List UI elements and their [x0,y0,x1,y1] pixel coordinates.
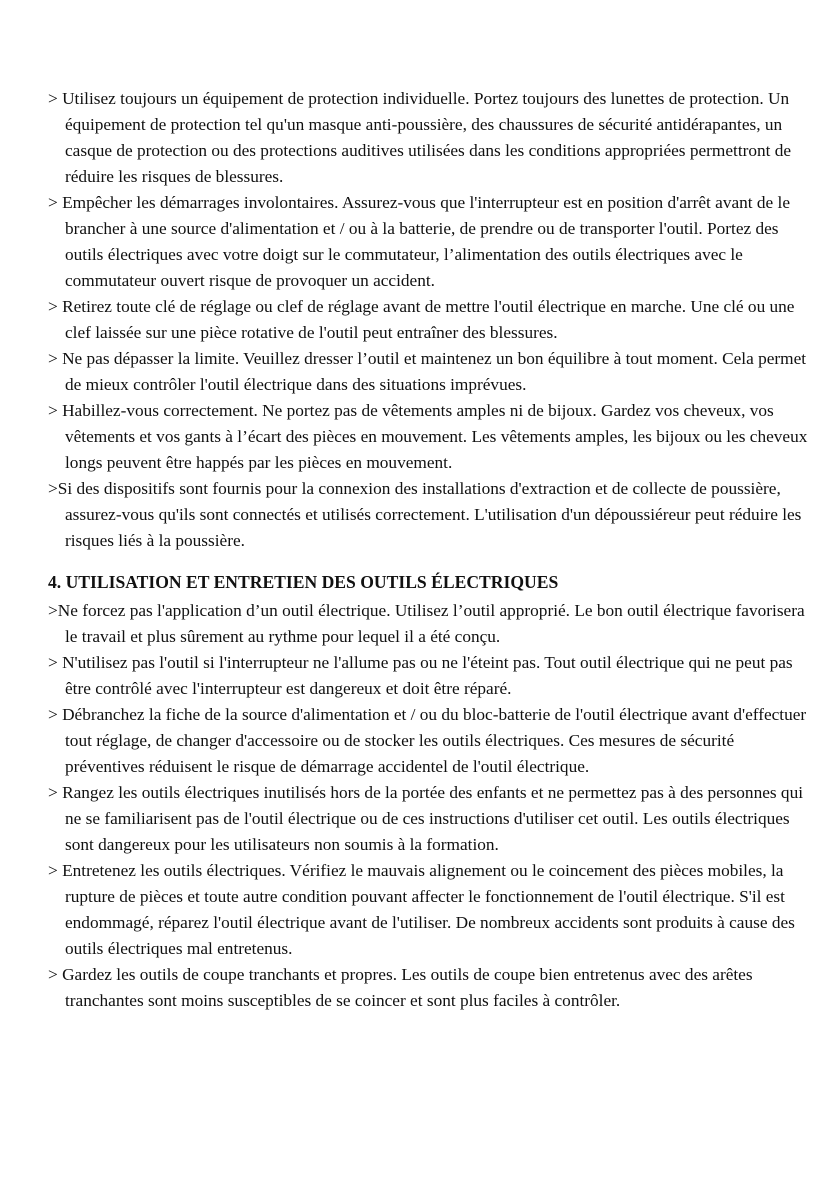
section-4-heading: 4. UTILISATION ET ENTRETIEN DES OUTILS ÉLECTRIQUES [48,572,559,592]
list-item: > Débranchez la fiche de la source d'alimentation et / ou du bloc-batterie de l'outil électrique avant d'effectuer tout réglage, de changer d'accessoire ou de stocker les outils électriques. Ces mesures de sécurité préventives réduisent le risque de démarrage accidentel de l'outil électrique. [48,705,807,776]
section-4-list [48,598,808,1014]
document-page [48,86,808,1014]
list-item: > Gardez les outils de coupe tranchants et propres. Les outils de coupe bien entretenus avec des arêtes tranchantes sont moins susceptibles de se coincer et sont plus faciles à contrôler. [48,965,753,1010]
list-item: > Retirez toute clé de réglage ou clef de réglage avant de mettre l'outil électrique en marche. Une clé ou une clef laissée sur une pièce rotative de l'outil peut entraîner des blessures. [48,297,795,342]
list-item: >Ne forcez pas l'application d’un outil électrique. Utilisez l’outil approprié. Le bon outil électrique favorisera le travail et plus sûrement au rythme pour lequel il a été conçu. [48,601,805,646]
list-item: >Si des dispositifs sont fournis pour la connexion des installations d'extraction et de collecte de poussière, assurez-vous qu'ils sont connectés et utilisés correctement. L'utilisation d'un dépoussiéreur peut réduire les risques liés à la poussière. [48,479,802,550]
list-item: > Habillez-vous correctement. Ne portez pas de vêtements amples ni de bijoux. Gardez vos cheveux, vos vêtements et vos gants à l’écart des pièces en mouvement. Les vêtements amples, les bijoux ou les cheveux longs peuvent être happés par les pièces en mouvement. [48,401,808,472]
list-item: > Entretenez les outils électriques. Vérifiez le mauvais alignement ou le coincement des pièces mobiles, la rupture de pièces et toute autre condition pouvant affecter le fonctionnement de l'outil électrique. S'il est endommagé, réparez l'outil électrique avant de l'utiliser. De nombreux accidents sont produits à cause des outils électriques mal entretenus. [48,861,795,958]
section-3-list [48,86,808,554]
list-item: > Ne pas dépasser la limite. Veuillez dresser l’outil et maintenez un bon équilibre à tout moment. Cela permet de mieux contrôler l'outil électrique dans des situations imprévues. [48,349,807,394]
list-item: > N'utilisez pas l'outil si l'interrupteur ne l'allume pas ou ne l'éteint pas. Tout outil électrique qui ne peut pas être contrôlé avec l'interrupteur est dangereux et doit être réparé. [48,653,793,698]
list-item: > Utilisez toujours un équipement de protection individuelle. Portez toujours des lunettes de protection. Un équipement de protection tel qu'un masque anti-poussière, des chaussures de sécurité antidérapantes, un casque de protection ou des protections auditives utilisées dans les conditions appropriées permettront de réduire les risques de blessures. [48,89,792,186]
section-gap [48,554,808,568]
list-item: > Rangez les outils électriques inutilisés hors de la portée des enfants et ne permettez pas à des personnes qui ne se familiarisent pas de l'outil électrique ou de ces instructions d'utiliser cet outil. Les outils électriques sont dangereux pour les utilisateurs non soumis à la formation. [48,783,804,854]
list-item: > Empêcher les démarrages involontaires. Assurez-vous que l'interrupteur est en position d'arrêt avant de le brancher à une source d'alimentation et / ou à la batterie, de prendre ou de transporter l'outil. Portez des outils électriques avec votre doigt sur le commutateur, l’alimentation des outils électriques avec le commutateur ouvert risque de provoquer un accident. [48,193,791,290]
